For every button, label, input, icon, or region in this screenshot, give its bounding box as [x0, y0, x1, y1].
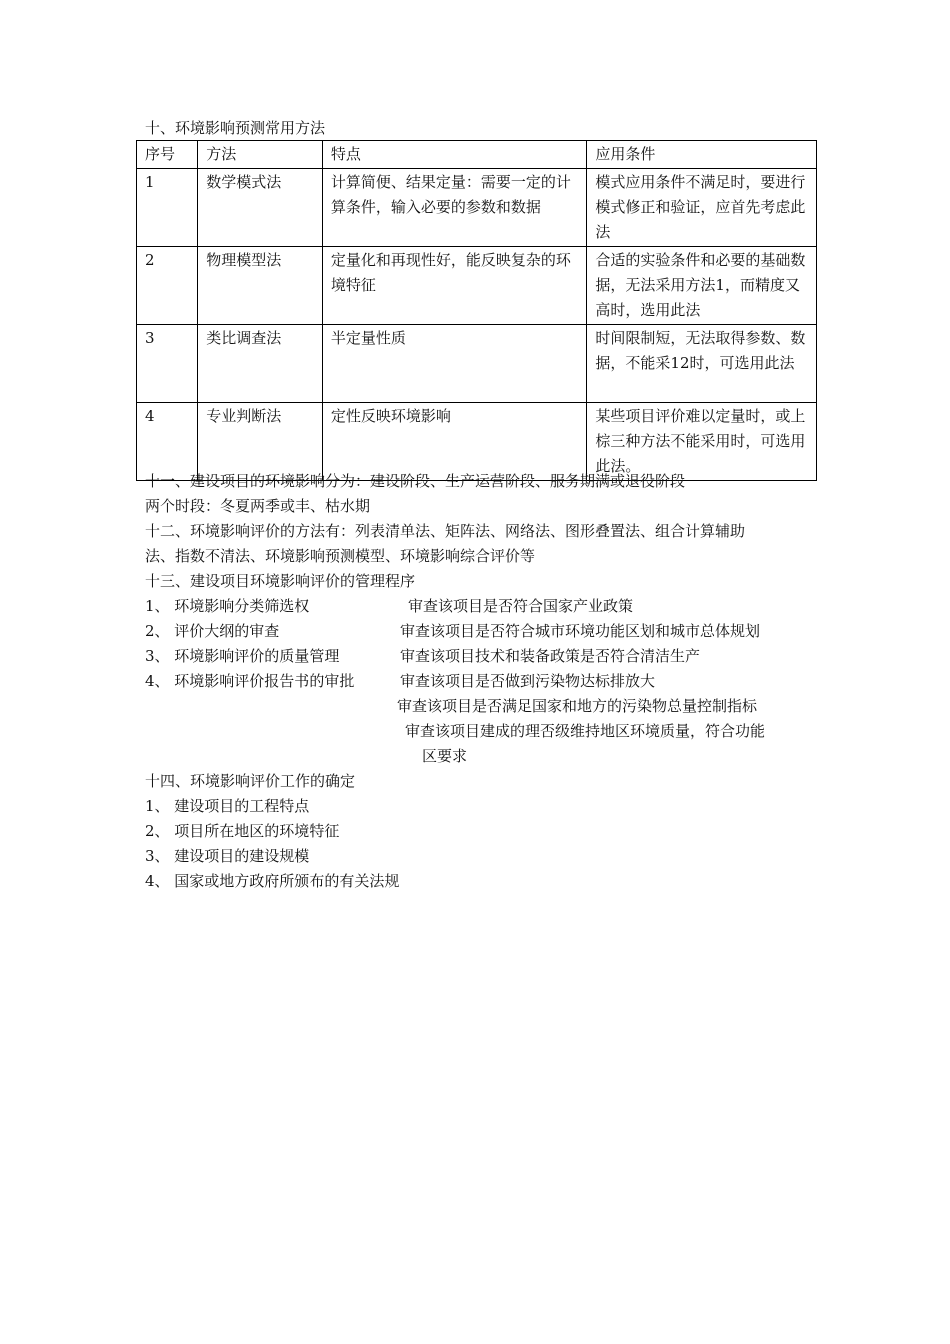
header-condition: 应用条件	[587, 141, 817, 169]
section11-line2: 两个时段：冬夏两季或丰、枯水期	[145, 497, 371, 515]
row-feature: 定性反映环境影响	[322, 403, 587, 481]
section14-item-1: 1、 建设项目的工程特点	[145, 797, 310, 815]
section13-step-4: 4、 环境影响评价报告书的审批	[145, 672, 355, 690]
section12-line1: 十二、环境影响评价的方法有：列表清单法、矩阵法、网络法、图形叠置法、组合计算辅助	[145, 522, 746, 540]
section11-line1: 十一、建设项目的环境影响分为：建设阶段、生产运营阶段、服务期满或退役阶段	[145, 472, 686, 490]
row-method: 类比调查法	[198, 325, 323, 403]
table-row	[137, 169, 817, 247]
prediction-methods-table	[136, 140, 817, 481]
row-method: 数学模式法	[198, 169, 323, 247]
row-feature: 计算简便、结果定量：需要一定的计算条件，输入必要的参数和数据	[322, 169, 587, 247]
section13-step-2: 2、 评价大纲的审查	[145, 622, 280, 640]
section13-review-3: 审查该项目技术和装备政策是否符合清洁生产	[400, 647, 701, 665]
row-no: 2	[137, 247, 198, 325]
section10-title: 十、环境影响预测常用方法	[145, 119, 326, 137]
row-condition: 合适的实验条件和必要的基础数据，无法采用方法1，而精度又高时，选用此法	[587, 247, 817, 325]
header-feature: 特点	[322, 141, 587, 169]
section12-line2: 法、指数不清法、环境影响预测模型、环境影响综合评价等	[145, 547, 536, 565]
row-feature: 半定量性质	[322, 325, 587, 403]
section13-step-1: 1、 环境影响分类筛选权	[145, 597, 310, 615]
section13-review-4: 审查该项目是否做到污染物达标排放大	[400, 672, 656, 690]
row-condition: 某些项目评价难以定量时，或上棕三种方法不能采用时，可选用此法。	[587, 403, 817, 481]
section13-review-1: 审查该项目是否符合国家产业政策	[408, 597, 634, 615]
section14-title: 十四、环境影响评价工作的确定	[145, 772, 356, 790]
section13-review-5: 审查该项目是否满足国家和地方的污染物总量控制指标	[397, 697, 758, 715]
table-header-row	[137, 141, 817, 169]
section13-review-6: 审查该项目建成的理否级维持地区环境质量，符合功能	[405, 722, 766, 740]
header-method: 方法	[198, 141, 323, 169]
section14-item-4: 4、 国家或地方政府所颁布的有关法规	[145, 872, 400, 890]
section13-review-2: 审查该项目是否符合城市环境功能区划和城市总体规划	[400, 622, 761, 640]
section13-title: 十三、建设项目环境影响评价的管理程序	[145, 572, 416, 590]
section13-step-3: 3、 环境影响评价的质量管理	[145, 647, 340, 665]
row-method: 物理模型法	[198, 247, 323, 325]
table-row	[137, 247, 817, 325]
section13-review-6-cont: 区要求	[422, 747, 468, 765]
row-condition: 时间限制短，无法取得参数、数据，不能采12时，可选用此法	[587, 325, 817, 403]
row-method: 专业判断法	[198, 403, 323, 481]
row-feature: 定量化和再现性好，能反映复杂的环境特征	[322, 247, 587, 325]
section14-item-2: 2、 项目所在地区的环境特征	[145, 822, 340, 840]
table-row	[137, 325, 817, 403]
row-condition: 模式应用条件不满足时，要进行模式修正和验证，应首先考虑此法	[587, 169, 817, 247]
row-no: 3	[137, 325, 198, 403]
header-no: 序号	[137, 141, 198, 169]
section14-item-3: 3、 建设项目的建设规模	[145, 847, 310, 865]
row-no: 1	[137, 169, 198, 247]
row-no: 4	[137, 403, 198, 481]
